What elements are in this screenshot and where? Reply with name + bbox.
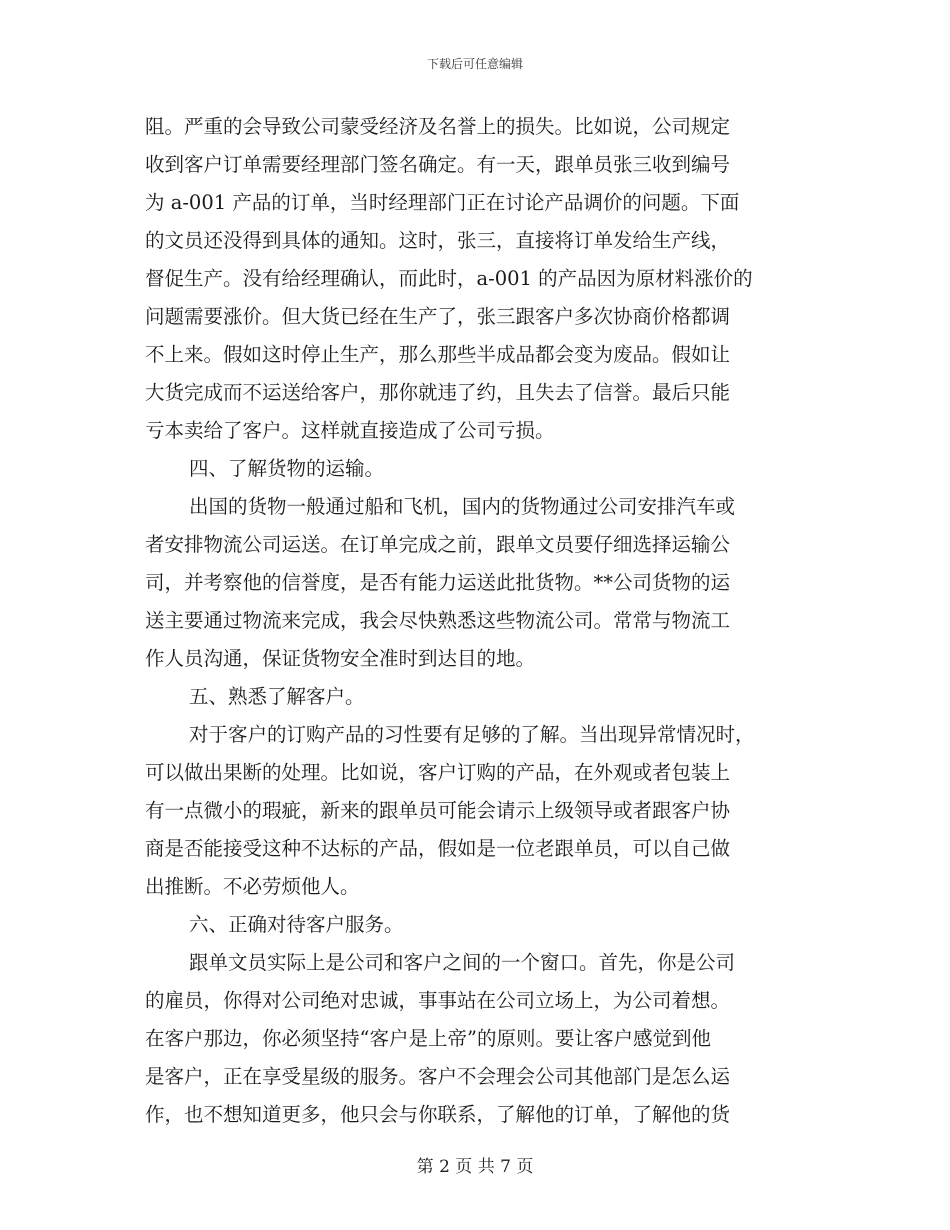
text-line: 为 a-001 产品的订单，当时经理部门正在讨论产品调价的问题。下面: [145, 191, 740, 214]
text-line: 是客户，正在享受星级的服务。客户不会理会公司其他部门是怎么运: [145, 1065, 731, 1088]
text-line: 大货完成而不运送给客户，那你就违了约，且失去了信誉。最后只能: [145, 381, 731, 404]
page-header: 下载后可任意编辑: [426, 57, 523, 71]
document-body: [145, 108, 815, 1134]
text-line: 司，并考察他的信誉度，是否有能力运送此批货物。**公司货物的运: [145, 571, 731, 594]
text-line: 送主要通过物流来完成，我会尽快熟悉这些物流公司。常常与物流工: [145, 609, 731, 632]
text-line: 可以做出果断的处理。比如说，客户订购的产品，在外观或者包装上: [145, 761, 731, 784]
page-number: 第 2 页 共 7 页: [416, 1157, 534, 1177]
section-heading: 四、了解货物的运输。: [189, 457, 385, 480]
text-line: 跟单文员实际上是公司和客户之间的一个窗口。首先，你是公司: [189, 951, 736, 974]
text-line: 商是否能接受这种不达标的产品，假如是一位老跟单员，可以自己做: [145, 837, 731, 860]
text-line: 有一点微小的瑕疵，新来的跟单员可能会请示上级领导或者跟客户协: [145, 799, 731, 822]
text-line: 者安排物流公司运送。在订单完成之前，跟单文员要仔细选择运输公: [145, 533, 731, 556]
text-line: 收到客户订单需要经理部门签名确定。有一天，跟单员张三收到编号: [145, 153, 731, 176]
text-line: 督促生产。没有给经理确认，而此时，a-001 的产品因为原材料涨价的: [145, 267, 753, 290]
text-line: 出推断。不必劳烦他人。: [145, 875, 360, 898]
section-heading: 六、正确对待客户服务。: [189, 913, 404, 936]
text-line: 的雇员，你得对公司绝对忠诚，事事站在公司立场上，为公司着想。: [145, 989, 731, 1012]
text-line: 问题需要涨价。但大货已经在生产了，张三跟客户多次协商价格都调: [145, 305, 731, 328]
text-line: 不上来。假如这时停止生产，那么那些半成品都会变为废品。假如让: [145, 343, 731, 366]
text-line: 对于客户的订购产品的习性要有足够的了解。当出现异常情况时，: [189, 723, 755, 746]
text-line: 在客户那边，你必须坚持“客户是上帝”的原则。要让客户感觉到他: [145, 1027, 711, 1050]
text-line: 出国的货物一般通过船和飞机，国内的货物通过公司安排汽车或: [189, 495, 736, 518]
text-line: 作人员沟通，保证货物安全准时到达目的地。: [145, 647, 536, 670]
text-line: 的文员还没得到具体的通知。这时，张三，直接将订单发给生产线，: [145, 229, 731, 252]
text-line: 作，也不想知道更多，他只会与你联系，了解他的订单，了解他的货: [145, 1103, 731, 1126]
text-line: 亏本卖给了客户。这样就直接造成了公司亏损。: [145, 419, 555, 442]
text-line: 阻。严重的会导致公司蒙受经济及名誉上的损失。比如说，公司规定: [145, 115, 731, 138]
section-heading: 五、熟悉了解客户。: [189, 685, 365, 708]
